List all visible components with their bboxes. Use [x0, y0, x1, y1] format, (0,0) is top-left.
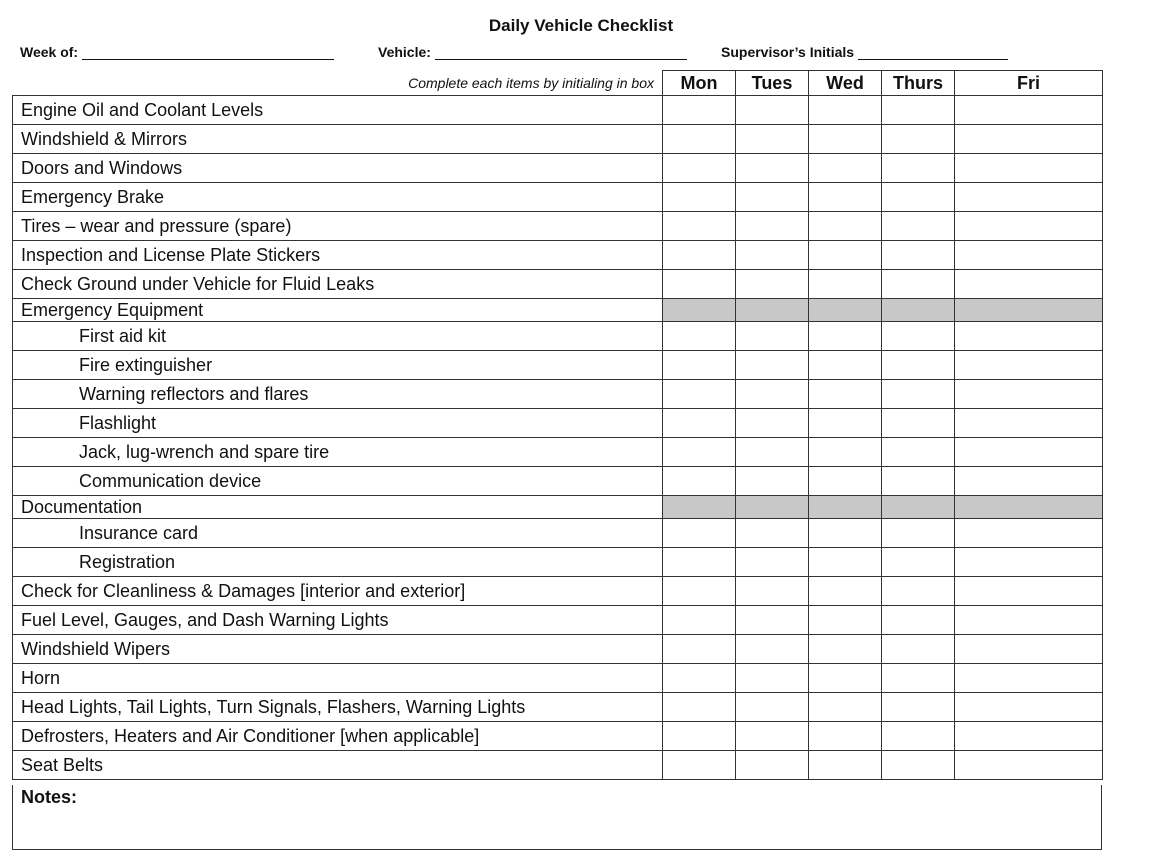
initial-box-wed[interactable]	[809, 722, 882, 751]
week-of-field[interactable]	[20, 44, 334, 60]
item-label: Emergency Brake	[13, 183, 663, 212]
initial-box-mon[interactable]	[663, 154, 736, 183]
initial-box-mon[interactable]	[663, 125, 736, 154]
table-row	[13, 322, 1103, 351]
table-row	[13, 96, 1103, 125]
initial-box-thurs[interactable]	[882, 322, 955, 351]
initial-box-fri[interactable]	[955, 751, 1103, 780]
initial-box-wed[interactable]	[809, 606, 882, 635]
initial-box-mon[interactable]	[663, 519, 736, 548]
initial-box-mon[interactable]	[663, 548, 736, 577]
initial-box-tues[interactable]	[736, 467, 809, 496]
item-label: Windshield Wipers	[13, 635, 663, 664]
table-header-row	[13, 71, 1103, 96]
initial-box-wed[interactable]	[809, 635, 882, 664]
supervisor-initials-field[interactable]	[721, 44, 1008, 60]
day-header-tues: Tues	[736, 71, 809, 96]
initial-box-fri[interactable]	[955, 693, 1103, 722]
initial-box-fri[interactable]	[955, 606, 1103, 635]
table-row	[13, 467, 1103, 496]
initial-box-tues[interactable]	[736, 606, 809, 635]
header-fields	[0, 44, 1024, 64]
initial-box-tues[interactable]	[736, 96, 809, 125]
initial-box-wed[interactable]	[809, 409, 882, 438]
section-row	[13, 496, 1103, 519]
initial-box-mon[interactable]	[663, 351, 736, 380]
initial-box-thurs[interactable]	[882, 212, 955, 241]
initial-box-wed[interactable]	[809, 519, 882, 548]
initial-box-thurs[interactable]	[882, 96, 955, 125]
initial-box-thurs[interactable]	[882, 722, 955, 751]
initial-box-wed[interactable]	[809, 125, 882, 154]
initial-box-fri[interactable]	[955, 96, 1103, 125]
table-row	[13, 351, 1103, 380]
initial-box-mon[interactable]	[663, 183, 736, 212]
initial-box-fri	[955, 496, 1103, 519]
section-label: Documentation	[13, 496, 663, 519]
table-row	[13, 409, 1103, 438]
initial-box-wed[interactable]	[809, 154, 882, 183]
initial-box-fri[interactable]	[955, 270, 1103, 299]
section-label: Emergency Equipment	[13, 299, 663, 322]
initial-box-tues[interactable]	[736, 351, 809, 380]
initial-box-thurs	[882, 496, 955, 519]
item-label: Doors and Windows	[13, 154, 663, 183]
initial-box-mon[interactable]	[663, 438, 736, 467]
initial-box-thurs[interactable]	[882, 577, 955, 606]
initial-box-thurs[interactable]	[882, 664, 955, 693]
checklist-rows	[13, 96, 1103, 780]
initial-box-wed[interactable]	[809, 96, 882, 125]
initial-box-mon[interactable]	[663, 270, 736, 299]
initial-box-wed	[809, 496, 882, 519]
initial-box-tues[interactable]	[736, 438, 809, 467]
initial-box-thurs[interactable]	[882, 409, 955, 438]
initial-box-tues[interactable]	[736, 635, 809, 664]
initial-box-fri[interactable]	[955, 519, 1103, 548]
initial-box-thurs[interactable]	[882, 154, 955, 183]
notes-box[interactable]	[12, 785, 1102, 850]
initial-box-mon	[663, 496, 736, 519]
item-label: Communication device	[13, 467, 663, 496]
initial-box-mon[interactable]	[663, 380, 736, 409]
initial-box-fri[interactable]	[955, 125, 1103, 154]
item-label: Flashlight	[13, 409, 663, 438]
initial-box-wed[interactable]	[809, 467, 882, 496]
initial-box-mon[interactable]	[663, 664, 736, 693]
notes-label: Notes:	[21, 787, 78, 807]
item-label: Insurance card	[13, 519, 663, 548]
initial-box-tues[interactable]	[736, 751, 809, 780]
initial-box-thurs[interactable]	[882, 270, 955, 299]
initial-box-mon[interactable]	[663, 96, 736, 125]
initial-box-fri[interactable]	[955, 467, 1103, 496]
initial-box-thurs[interactable]	[882, 548, 955, 577]
initial-box-tues[interactable]	[736, 722, 809, 751]
table-row	[13, 183, 1103, 212]
instruction-text: Complete each items by initialing in box	[13, 71, 663, 96]
table-row	[13, 212, 1103, 241]
initial-box-tues[interactable]	[736, 409, 809, 438]
initial-box-fri[interactable]	[955, 183, 1103, 212]
initial-box-tues[interactable]	[736, 548, 809, 577]
item-label: Head Lights, Tail Lights, Turn Signals, Flashers, Warning Lights	[13, 693, 663, 722]
table-row	[13, 664, 1103, 693]
vehicle-label: Vehicle:	[378, 44, 431, 60]
initial-box-fri	[955, 299, 1103, 322]
initial-box-wed[interactable]	[809, 322, 882, 351]
item-label: Windshield & Mirrors	[13, 125, 663, 154]
item-label: Tires – wear and pressure (spare)	[13, 212, 663, 241]
initial-box-tues[interactable]	[736, 125, 809, 154]
initial-box-fri[interactable]	[955, 548, 1103, 577]
initial-box-fri[interactable]	[955, 322, 1103, 351]
initial-box-thurs[interactable]	[882, 751, 955, 780]
supervisor-initials-label: Supervisor’s Initials	[721, 44, 855, 60]
table-row	[13, 577, 1103, 606]
initial-box-tues[interactable]	[736, 183, 809, 212]
item-label: Jack, lug-wrench and spare tire	[13, 438, 663, 467]
table-row	[13, 548, 1103, 577]
vehicle-field[interactable]	[378, 44, 687, 60]
table-row	[13, 380, 1103, 409]
initial-box-tues[interactable]	[736, 241, 809, 270]
initial-box-tues[interactable]	[736, 322, 809, 351]
table-row	[13, 751, 1103, 780]
initial-box-tues	[736, 299, 809, 322]
item-label: Defrosters, Heaters and Air Conditioner [when applicable]	[13, 722, 663, 751]
section-row	[13, 299, 1103, 322]
initial-box-wed	[809, 299, 882, 322]
table-row	[13, 606, 1103, 635]
initial-box-wed[interactable]	[809, 380, 882, 409]
week-of-label: Week of:	[20, 44, 79, 60]
initial-box-mon[interactable]	[663, 467, 736, 496]
initial-box-fri[interactable]	[955, 664, 1103, 693]
initial-box-tues[interactable]	[736, 693, 809, 722]
item-label: Horn	[13, 664, 663, 693]
initial-box-wed[interactable]	[809, 270, 882, 299]
initial-box-tues[interactable]	[736, 270, 809, 299]
initial-box-tues[interactable]	[736, 212, 809, 241]
table-row	[13, 154, 1103, 183]
initial-box-wed[interactable]	[809, 241, 882, 270]
initial-box-tues[interactable]	[736, 519, 809, 548]
initial-box-mon[interactable]	[663, 635, 736, 664]
table-row	[13, 438, 1103, 467]
checklist-table	[12, 70, 1103, 780]
initial-box-wed[interactable]	[809, 693, 882, 722]
table-row	[13, 635, 1103, 664]
initial-box-wed[interactable]	[809, 351, 882, 380]
initial-box-tues[interactable]	[736, 664, 809, 693]
initial-box-fri[interactable]	[955, 351, 1103, 380]
initial-box-thurs[interactable]	[882, 635, 955, 664]
item-label: Check Ground under Vehicle for Fluid Leaks	[13, 270, 663, 299]
initial-box-fri[interactable]	[955, 635, 1103, 664]
initial-box-tues	[736, 496, 809, 519]
table-row	[13, 693, 1103, 722]
initial-box-wed[interactable]	[809, 664, 882, 693]
day-header-fri: Fri	[955, 71, 1103, 96]
table-row	[13, 519, 1103, 548]
document-title: Daily Vehicle Checklist	[488, 16, 674, 35]
initial-box-tues[interactable]	[736, 380, 809, 409]
table-row	[13, 722, 1103, 751]
initial-box-thurs[interactable]	[882, 519, 955, 548]
initial-box-thurs[interactable]	[882, 380, 955, 409]
initial-box-wed[interactable]	[809, 577, 882, 606]
initial-box-wed[interactable]	[809, 438, 882, 467]
initial-box-mon[interactable]	[663, 241, 736, 270]
table-row	[13, 241, 1103, 270]
initial-box-wed[interactable]	[809, 212, 882, 241]
initial-box-wed[interactable]	[809, 183, 882, 212]
initial-box-fri[interactable]	[955, 380, 1103, 409]
initial-box-thurs[interactable]	[882, 606, 955, 635]
day-header-mon: Mon	[663, 71, 736, 96]
initial-box-mon[interactable]	[663, 751, 736, 780]
initial-box-fri[interactable]	[955, 722, 1103, 751]
table-row	[13, 125, 1103, 154]
table-row	[13, 270, 1103, 299]
initial-box-mon[interactable]	[663, 577, 736, 606]
initial-box-fri[interactable]	[955, 212, 1103, 241]
initial-box-mon[interactable]	[663, 322, 736, 351]
initial-box-thurs[interactable]	[882, 693, 955, 722]
item-label: Fuel Level, Gauges, and Dash Warning Lights	[13, 606, 663, 635]
initial-box-thurs[interactable]	[882, 438, 955, 467]
item-label: Inspection and License Plate Stickers	[13, 241, 663, 270]
initial-box-tues[interactable]	[736, 154, 809, 183]
initial-box-fri[interactable]	[955, 577, 1103, 606]
item-label: Engine Oil and Coolant Levels	[13, 96, 663, 125]
initial-box-tues[interactable]	[736, 577, 809, 606]
initial-box-mon	[663, 299, 736, 322]
item-label: Warning reflectors and flares	[13, 380, 663, 409]
initial-box-mon[interactable]	[663, 606, 736, 635]
item-label: Seat Belts	[13, 751, 663, 780]
day-header-wed: Wed	[809, 71, 882, 96]
initial-box-wed[interactable]	[809, 548, 882, 577]
initial-box-thurs[interactable]	[882, 125, 955, 154]
initial-box-thurs[interactable]	[882, 183, 955, 212]
initial-box-mon[interactable]	[663, 693, 736, 722]
item-label: Fire extinguisher	[13, 351, 663, 380]
item-label: First aid kit	[13, 322, 663, 351]
initial-box-wed[interactable]	[809, 751, 882, 780]
vehicle-line[interactable]	[435, 45, 687, 60]
initial-box-mon[interactable]	[663, 212, 736, 241]
initial-box-mon[interactable]	[663, 722, 736, 751]
initial-box-mon[interactable]	[663, 409, 736, 438]
initial-box-fri[interactable]	[955, 154, 1103, 183]
initial-box-thurs	[882, 299, 955, 322]
week-of-line[interactable]	[82, 45, 334, 60]
supervisor-initials-line[interactable]	[858, 45, 1008, 60]
day-header-thurs: Thurs	[882, 71, 955, 96]
initial-box-thurs[interactable]	[882, 467, 955, 496]
initial-box-thurs[interactable]	[882, 241, 955, 270]
initial-box-fri[interactable]	[955, 241, 1103, 270]
initial-box-fri[interactable]	[955, 409, 1103, 438]
initial-box-thurs[interactable]	[882, 351, 955, 380]
item-label: Registration	[13, 548, 663, 577]
initial-box-fri[interactable]	[955, 438, 1103, 467]
item-label: Check for Cleanliness & Damages [interior and exterior]	[13, 577, 663, 606]
